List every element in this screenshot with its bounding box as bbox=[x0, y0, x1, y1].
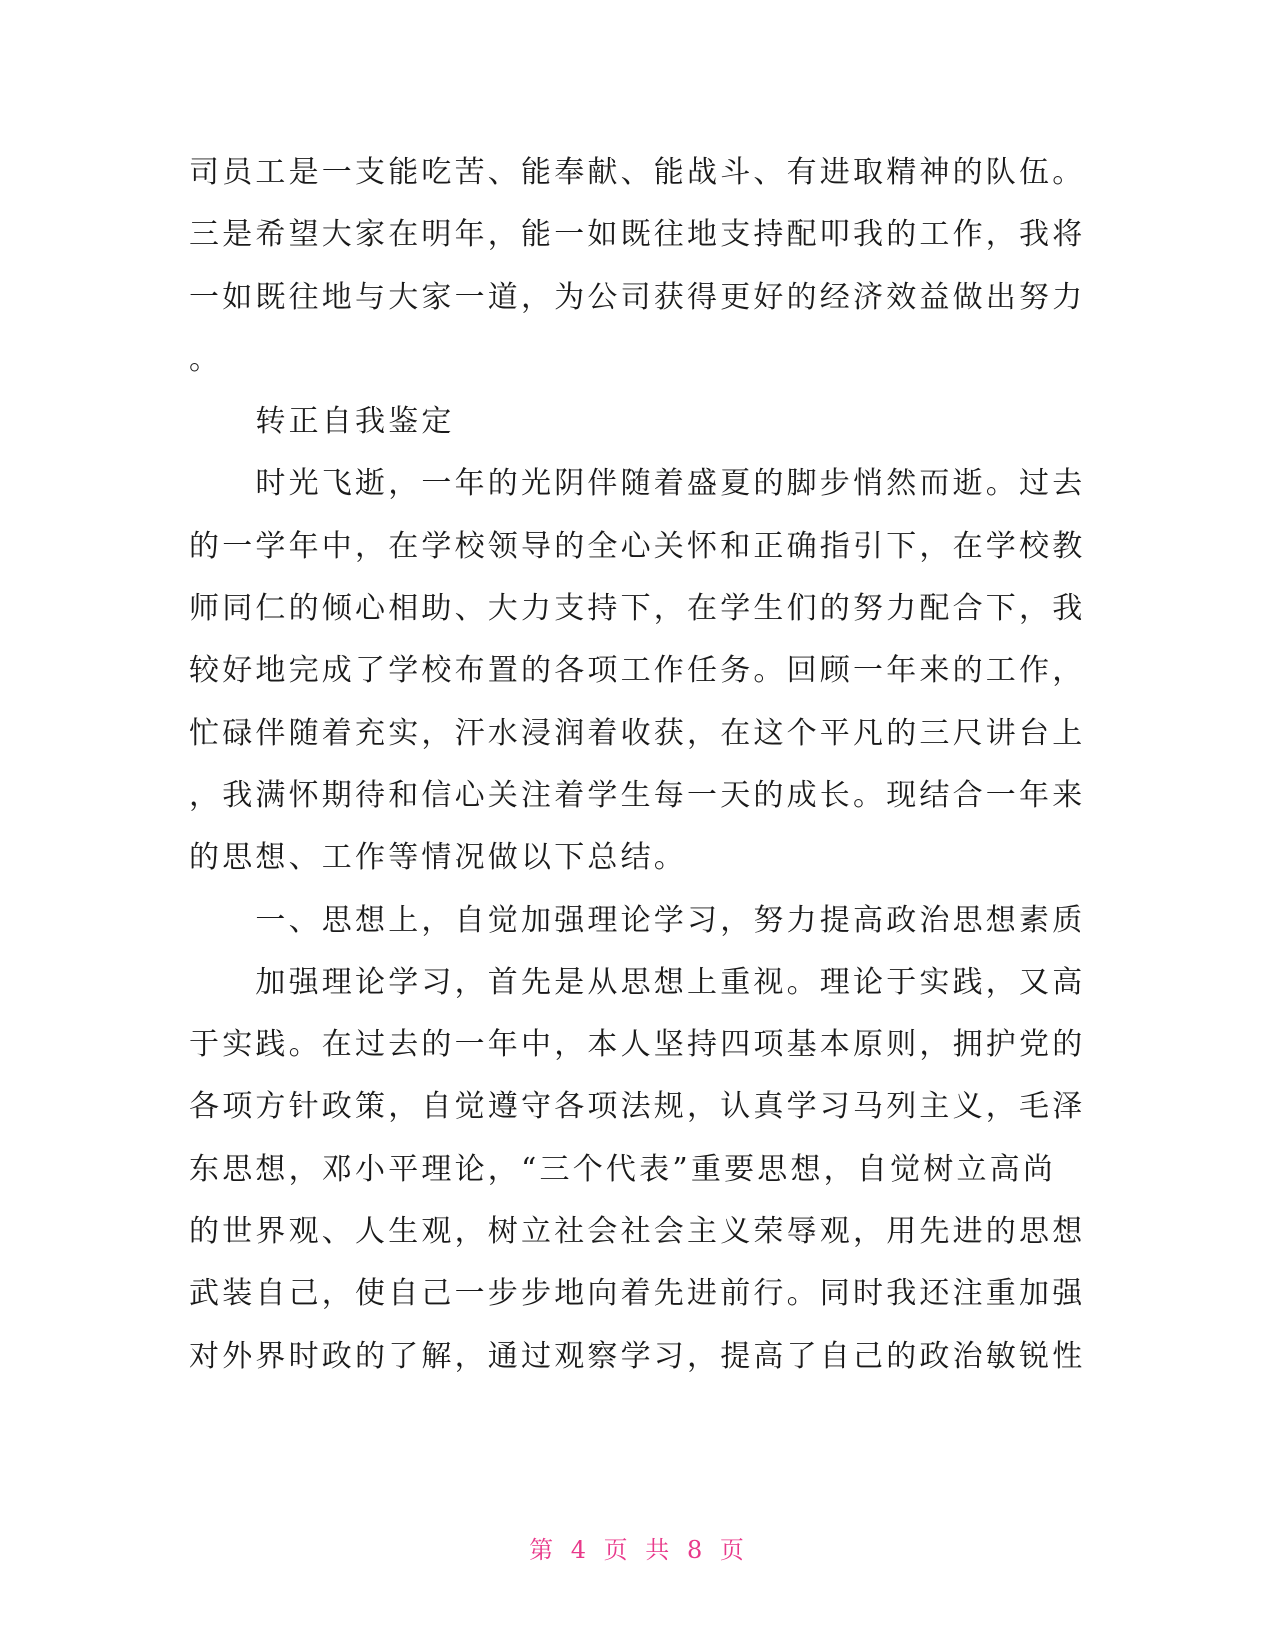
text-line: 的世界观、人生观，树立社会社会主义荣辱观，用先进的思想 bbox=[189, 1214, 1086, 1250]
text-line: 时光飞逝，一年的光阴伴随着盛夏的脚步悄然而逝。过去 bbox=[189, 466, 1086, 502]
page-number-footer: 第 4 页 共 8 页 bbox=[529, 1536, 746, 1564]
text-line: 对外界时政的了解，通过观察学习，提高了自己的政治敏锐性 bbox=[189, 1338, 1086, 1374]
text-line: 师同仁的倾心相助、大力支持下，在学生们的努力配合下，我 bbox=[189, 591, 1086, 627]
text-line: 较好地完成了学校布置的各项工作任务。回顾一年来的工作， bbox=[189, 653, 1086, 689]
text-line: ，我满怀期待和信心关注着学生每一天的成长。现结合一年来 bbox=[189, 777, 1086, 813]
text-line: 的一学年中，在学校领导的全心关怀和正确指引下，在学校教 bbox=[189, 528, 1086, 564]
text-line: 东思想，邓小平理论，“三个代表”重要思想，自觉树立高尚 bbox=[189, 1151, 1057, 1187]
text-line: 于实践。在过去的一年中，本人坚持四项基本原则，拥护党的 bbox=[189, 1027, 1086, 1063]
document-body bbox=[189, 142, 1086, 1388]
text-line: 各项方针政策，自觉遵守各项法规，认真学习马列主义，毛泽 bbox=[189, 1089, 1086, 1125]
text-line: 的思想、工作等情况做以下总结。 bbox=[189, 840, 687, 876]
text-line: 。 bbox=[189, 341, 223, 377]
text-line: 三是希望大家在明年，能一如既往地支持配叩我的工作，我将 bbox=[189, 217, 1086, 253]
text-line: 加强理论学习，首先是从思想上重视。理论于实践，又高 bbox=[189, 964, 1086, 1000]
subsection-heading: 一、思想上，自觉加强理论学习，努力提高政治思想素质 bbox=[189, 902, 1086, 938]
text-line: 一如既往地与大家一道，为公司获得更好的经济效益做出努力 bbox=[189, 279, 1086, 315]
text-line: 武装自己，使自己一步步地向着先进前行。同时我还注重加强 bbox=[189, 1276, 1086, 1312]
section-heading: 转正自我鉴定 bbox=[189, 404, 455, 440]
text-line: 司员工是一支能吃苦、能奉献、能战斗、有进取精神的队伍。 bbox=[189, 155, 1086, 190]
text-line: 忙碌伴随着充实，汗水浸润着收获，在这个平凡的三尺讲台上 bbox=[189, 715, 1086, 751]
